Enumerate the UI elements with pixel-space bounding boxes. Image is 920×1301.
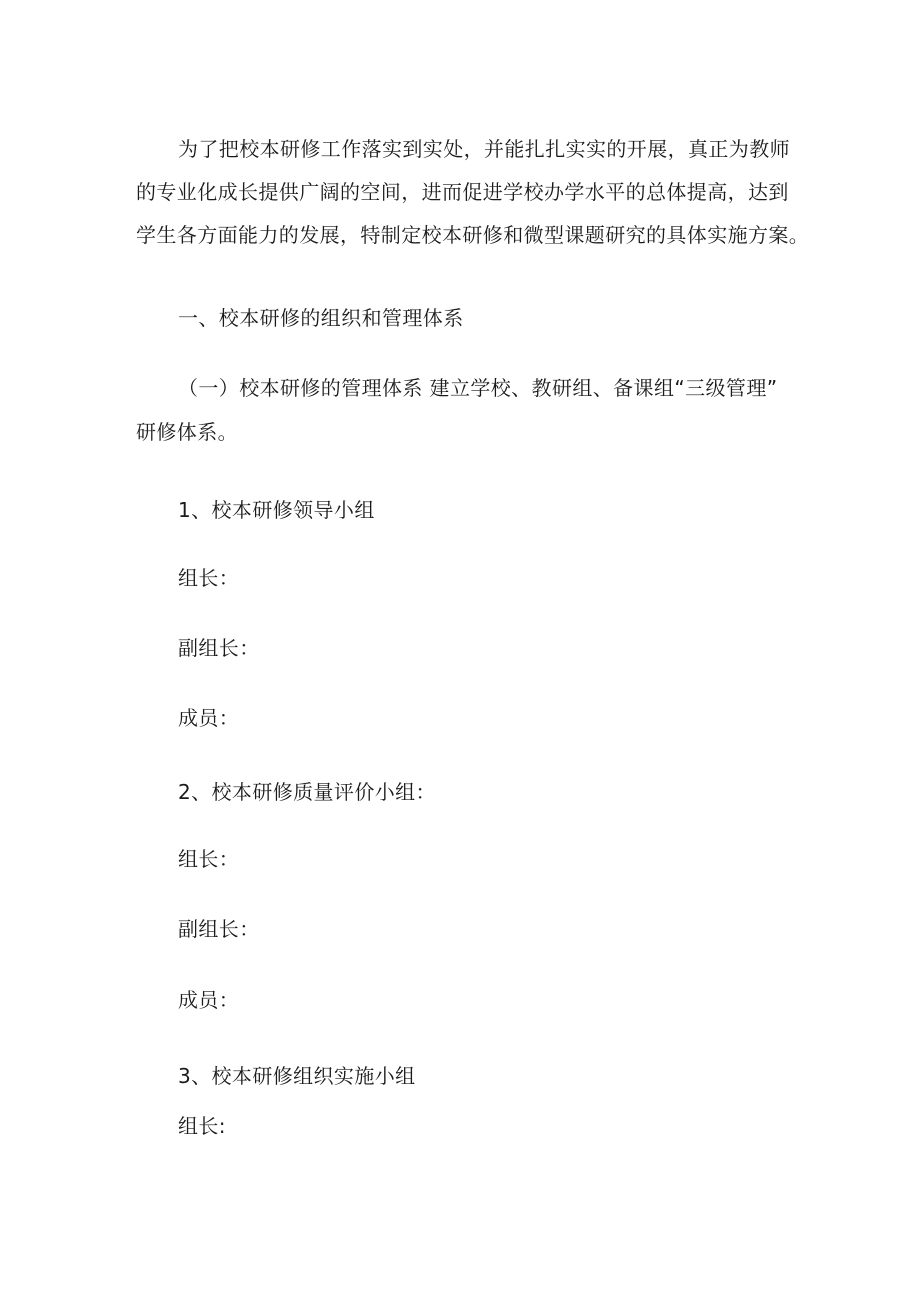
section-heading: 一、校本研修的组织和管理体系 (178, 306, 464, 330)
group-1-members: 成员： (178, 706, 240, 730)
intro-line-3: 学生各方面能力的发展，特制定校本研修和微型课题研究的具体实施方案。 (136, 223, 810, 247)
group-2-leader: 组长： (178, 847, 240, 871)
group-3-leader: 组长: (178, 1114, 226, 1138)
group-1-title: 1、校本研修领导小组 (178, 498, 375, 522)
subsection-line-2: 研修体系。 (136, 420, 238, 444)
group-2-deputy: 副组长： (178, 917, 260, 941)
group-2-members: 成员： (178, 988, 240, 1012)
intro-line-2: 的专业化成长提供广阔的空间，进而促进学校办学水平的总体提高，达到 (136, 180, 789, 204)
subsection-line-1: （一）校本研修的管理体系 建立学校、教研组、备课组“三级管理” (178, 376, 778, 400)
intro-line-1: 为了把校本研修工作落实到实处，并能扎扎实实的开展，真正为教师 (178, 137, 790, 161)
group-2-title: 2、校本研修质量评价小组： (178, 780, 436, 804)
group-3-title: 3、校本研修组织实施小组 (178, 1064, 416, 1088)
group-1-deputy: 副组长： (178, 636, 260, 660)
group-1-leader: 组长： (178, 566, 240, 590)
